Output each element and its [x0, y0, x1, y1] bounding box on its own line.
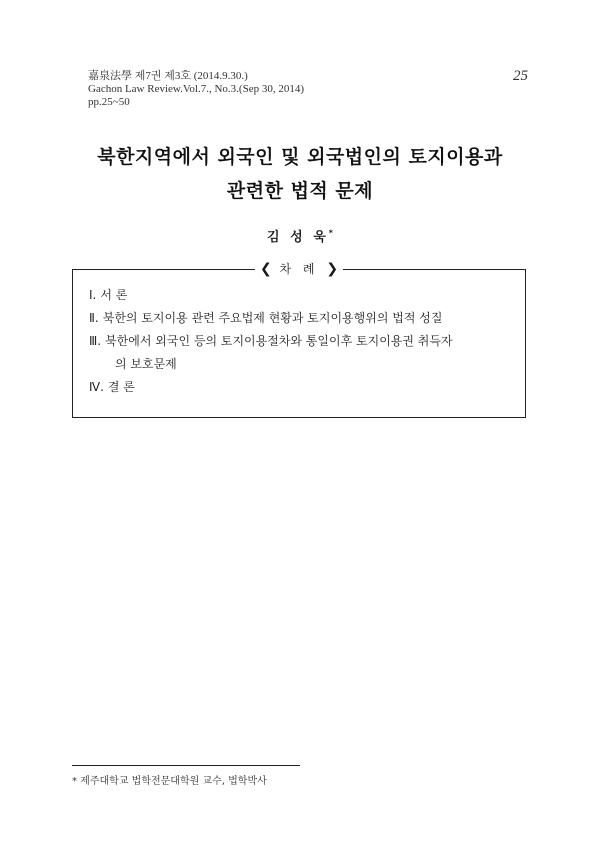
toc-item-number: Ⅳ. — [89, 380, 104, 394]
author-name: 김 성 욱 — [267, 230, 329, 245]
toc-item-number: Ⅰ. — [89, 288, 97, 302]
toc-item-text: 의 보호문제 — [115, 357, 177, 371]
toc-item-continuation — [89, 353, 515, 376]
toc-heading-label: 차 례 — [279, 262, 319, 276]
toc-list — [89, 284, 515, 399]
right-angle-icon: ❯ — [326, 261, 339, 277]
author-footnote: * 제주대학교 법학전문대학원 교수, 법학박사 — [72, 776, 267, 787]
paper-title — [0, 140, 600, 208]
journal-citation-english: Gachon Law Review.Vol.7., No.3.(Sep 30, 2014) — [88, 83, 304, 95]
toc-item — [89, 307, 515, 330]
left-angle-icon: ❮ — [259, 261, 272, 277]
journal-header — [88, 70, 304, 109]
paper-title-line-2: 관련한 법적 문제 — [226, 180, 374, 202]
toc-item — [89, 330, 515, 353]
toc-item — [89, 376, 515, 399]
toc-item-text: 서 론 — [100, 288, 128, 302]
table-of-contents — [72, 261, 526, 418]
toc-item — [89, 284, 515, 307]
author-line — [0, 226, 600, 245]
paper-title-line-1: 북한지역에서 외국인 및 외국법인의 토지이용과 — [97, 146, 503, 168]
footnote-divider — [72, 765, 300, 766]
journal-pages: pp.25~50 — [88, 96, 130, 108]
toc-item-text: 북한에서 외국인 등의 토지이용절차와 통일이후 토지이용권 취득자 — [105, 334, 453, 348]
toc-heading — [255, 260, 343, 277]
author-footnote-mark: * — [328, 228, 333, 238]
toc-item-text: 결 론 — [107, 380, 135, 394]
journal-citation-korean: 嘉泉法學 제7권 제3호 (2014.9.30.) — [88, 70, 248, 82]
toc-item-number: Ⅲ. — [89, 334, 102, 348]
toc-item-text: 북한의 토지이용 관련 주요법제 현황과 토지이용행위의 법적 성질 — [102, 311, 443, 325]
page-number: 25 — [513, 68, 528, 84]
toc-item-number: Ⅱ. — [89, 311, 99, 325]
